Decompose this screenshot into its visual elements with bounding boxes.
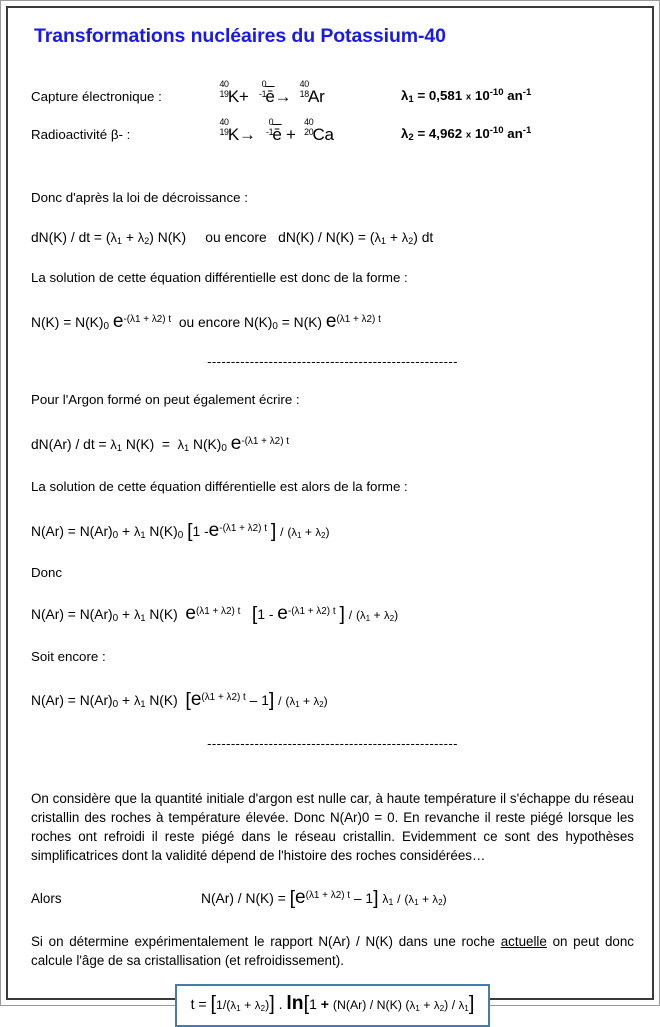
lambda-sum-group: $(\lambda_1 + \lambda_2)$ [226, 997, 270, 1013]
equals-sign: = [417, 126, 426, 142]
lambda-sum-group: $(\lambda_1 + \lambda_2)$ [404, 892, 447, 907]
dn-k: dN(K) [31, 229, 68, 245]
lambda2-name: $\lambda_2$ [401, 126, 414, 144]
right-bracket: ] [269, 992, 275, 1015]
electron-symbol: $\overline{ē}$ [265, 87, 275, 107]
conclusion-text-part1: Si on détermine expérimentalement le rapport N(Ar) / N(K) dans une roche [31, 933, 501, 949]
equals: = [93, 229, 102, 245]
slash: / [451, 997, 456, 1012]
reaction-row-beta-minus [31, 115, 634, 153]
plus: + [122, 693, 131, 709]
times-sign: x [465, 129, 472, 141]
idx: 1 [464, 1003, 469, 1013]
subscript-zero: 0 [272, 320, 278, 332]
idx: 2 [439, 1003, 445, 1013]
idx: 1 [116, 235, 122, 246]
argon-section [31, 391, 634, 751]
exponential-e: e [277, 603, 288, 625]
equals: = [198, 995, 207, 1012]
slash: / [369, 997, 374, 1012]
alors-equation [201, 885, 447, 912]
final-formula-wrapper [31, 984, 634, 1027]
equals: = [67, 607, 76, 623]
decay-law-section [31, 189, 634, 369]
dt: dt [421, 229, 434, 245]
one: 1 [257, 607, 265, 623]
n-ar: N(Ar) [336, 997, 367, 1012]
operator-plus: + [238, 87, 249, 107]
equals: = [98, 436, 107, 452]
time-variable: t [190, 995, 195, 1012]
section-divider-1: ----------------------------------------------------- [207, 354, 458, 370]
n-k: N(K) [245, 891, 274, 907]
equals: = [67, 523, 76, 539]
decay-constant-lambda1 [401, 87, 531, 105]
final-formula-box [175, 984, 491, 1027]
n-ar: N(Ar) [79, 523, 113, 539]
plus: + [122, 607, 131, 623]
dn-k: dN(K) [278, 229, 315, 245]
exponent-positive-lambda-t: (λ1 + λ2) t [195, 606, 241, 618]
n-k: N(K) [149, 607, 178, 623]
power-base: 10 [474, 126, 490, 142]
idx: 1 [295, 700, 300, 710]
page-title: Transformations nucléaires du Potassium-40 [34, 25, 446, 47]
idx: 1 [140, 529, 146, 540]
hypothesis-section [31, 789, 634, 1027]
mass-number: 40 [304, 116, 314, 127]
n-ar: N(Ar) [79, 607, 113, 623]
atomic-number: 20 [304, 127, 314, 138]
mass-number: 40 [299, 78, 309, 89]
operator-plus: + [286, 125, 296, 145]
hypothesis-paragraph: On considère que la quantité initiale d'argon est nulle car, à haute température il s'échappe du réseau cristallin des roches à température élevée. Donc N(Ar)0 = 0. En revanche il reste piégé lorsque les roches ont refroidi il reste piégé dans le réseau cristallin. Evidemment ce sont des hypothèses simplificatrices dont la validité dépend de l'histoire des roches considérées… [31, 790, 634, 864]
subscript-zero: 0 [103, 320, 109, 332]
lambda2-index: 2 [408, 132, 414, 144]
soit-encore-equation [31, 687, 634, 714]
minus: – [249, 693, 258, 709]
subscript-zero: 0 [221, 442, 227, 454]
atomic-number: 19 [219, 127, 229, 138]
n-ar: N(Ar) [31, 607, 64, 623]
n-k: N(K) [149, 523, 178, 539]
section-divider-2: ----------------------------------------------------- [207, 735, 458, 751]
idx: 1 [140, 699, 146, 710]
n-ar: N(Ar) [79, 693, 113, 709]
n-k: N(K) [157, 229, 187, 245]
lambda-sum-group: $(\lambda_1 + \lambda_2)$ [355, 608, 399, 624]
unit-exponent: -1 [522, 87, 532, 99]
idx: 1 [365, 614, 371, 624]
right-bracket: ] [268, 689, 275, 712]
slash: / [318, 229, 322, 245]
n-k: N(K) [31, 314, 60, 330]
nuclide-ar40 [291, 78, 309, 102]
n-k: N(K) [75, 314, 104, 330]
natural-log: ln [286, 992, 304, 1014]
element-symbol-k: K [227, 125, 239, 145]
left-bracket: [ [210, 992, 217, 1015]
times-sign: x [465, 91, 472, 103]
lambda1: $\lambda_1$ [177, 436, 190, 453]
left-bracket: [ [187, 519, 193, 542]
lambda1-name: $\lambda_1$ [401, 88, 414, 106]
slash: / [70, 229, 75, 245]
one: 1 [365, 891, 374, 907]
argon-differential-equation [31, 431, 634, 457]
right-bracket: ] [468, 992, 475, 1015]
decay-law-intro: Donc d'après la loi de décroissance : [31, 190, 248, 206]
power-base: 10 [474, 88, 490, 104]
lambda1: $\lambda_1$ [382, 892, 394, 908]
exponential-e: e [185, 603, 196, 625]
slash: / [397, 892, 401, 907]
lambda1: $\lambda_1$ [133, 607, 146, 624]
nuclide-k40 [211, 116, 229, 140]
idx: 2 [438, 897, 443, 907]
one: 1 [192, 523, 201, 539]
reaction-row-electron-capture [31, 77, 634, 115]
ratio-group: (N(Ar) / N(K) $(\lambda_1 + \lambda_2) / \lambda_1$ [332, 997, 469, 1013]
idx: 2 [260, 1003, 266, 1013]
idx: 1 [184, 442, 190, 453]
element-symbol-ar: Ar [308, 87, 325, 107]
alors-row [31, 885, 634, 912]
atomic-number: -1 [258, 89, 267, 100]
n-k: N(K) [149, 693, 178, 709]
equals-sign: = [417, 88, 426, 104]
exponent-negative-lambda-t: -(λ1 + λ2) t [241, 435, 290, 447]
atomic-number: -1 [266, 127, 274, 138]
left-bracket: [ [185, 689, 191, 712]
plus: + [122, 523, 131, 539]
decay-differential-equation [31, 229, 634, 248]
argon-intro: Pour l'Argon formé on peut également écrire : [31, 392, 300, 408]
right-bracket: ] [373, 887, 379, 910]
exponent-positive-lambda-t: (λ1 + λ2) t [305, 889, 351, 901]
potassium-solution-equation [31, 309, 634, 335]
exponent-negative-lambda-t: -(λ1 + λ2) t [219, 522, 267, 534]
one: 1 [261, 693, 269, 709]
slash: / [75, 436, 80, 452]
left-bracket: [ [251, 603, 258, 626]
exponent-positive-lambda-t: (λ1 + λ2) t [201, 692, 246, 704]
atomic-number: 18 [299, 89, 309, 100]
equals: = [67, 693, 76, 709]
dt: dt [83, 436, 95, 452]
idx: 2 [319, 700, 324, 710]
one: 1 [309, 995, 317, 1012]
conclusion-text-part2: on peut donc calcule l'âge de sa cristallisation (et refroidissement). [31, 933, 634, 968]
subscript-zero: 0 [112, 613, 119, 625]
idx: 1 [236, 1003, 241, 1013]
n-k: N(K) [293, 314, 323, 330]
reaction-label-electron-capture: Capture électronique : [31, 88, 162, 104]
lambda1: $\lambda_1$ [133, 523, 146, 540]
slash: / [280, 524, 284, 539]
exponential-e: e [112, 310, 124, 332]
mass-number: 40 [219, 116, 229, 127]
reaction-equation-beta-minus [211, 116, 401, 145]
subscript-zero: 0 [112, 529, 119, 541]
decay-constant-lambda2 [401, 125, 531, 143]
exponent-negative-lambda-t: -(λ1 + λ2) t [287, 606, 336, 618]
lambda-sum-group: $(\lambda_1 + \lambda_2)$ [285, 694, 328, 710]
n-ar: N(Ar) [31, 523, 64, 539]
idx: 1 [140, 613, 146, 624]
nuclide-electron [256, 116, 274, 140]
multiplication-dot: . [278, 995, 283, 1012]
subscript-zero: 0 [112, 699, 119, 711]
exponential-e: e [295, 887, 306, 909]
mass-number: 40 [219, 78, 229, 89]
donc-equation [31, 601, 634, 628]
minus: - [204, 523, 209, 539]
slash: / [278, 694, 282, 709]
lambda1: $\lambda_1$ [110, 436, 122, 453]
conclusion-paragraph [31, 932, 634, 970]
unit-exponent: -1 [522, 125, 532, 137]
nuclide-ca40 [296, 116, 314, 140]
slash: / [237, 891, 242, 907]
equals: = [161, 436, 170, 452]
nuclide-electron [249, 78, 267, 102]
minus: – [353, 891, 362, 907]
idx: 1 [380, 235, 386, 246]
slash: / [222, 997, 227, 1012]
idx: 1 [116, 442, 122, 453]
lambda1-value: 0,581 [428, 88, 463, 104]
equals: = [277, 891, 286, 907]
exponential-e: e [190, 689, 202, 711]
lambda2-value: 4,962 [428, 126, 463, 142]
exponential-e: e [208, 519, 220, 541]
plus: + [320, 995, 329, 1012]
arrow-icon: → [274, 87, 292, 107]
idx: 1 [388, 897, 394, 908]
argon-solution-equation [31, 518, 634, 545]
document-inner-frame [6, 6, 654, 1015]
exponent-negative-lambda-t: -(λ1 + λ2) t [123, 313, 172, 325]
document-content [8, 8, 652, 1015]
idx: 2 [389, 614, 395, 624]
idx: 2 [408, 235, 414, 246]
idx: 2 [321, 530, 326, 540]
lambda-sum-group: $(\lambda_1 + \lambda_2)$ [369, 229, 418, 246]
atomic-number: 19 [219, 89, 229, 100]
n-ar: N(Ar) [201, 891, 234, 907]
nuclear-reactions-block [31, 77, 634, 153]
subscript-zero: 0 [177, 529, 184, 541]
n-k: N(K) [193, 436, 222, 452]
idx: 1 [414, 897, 419, 907]
left-bracket: [ [303, 992, 310, 1015]
lambda-sum-group: $(\lambda_1 + \lambda_2)$ [105, 229, 154, 246]
nuclide-k40 [211, 78, 229, 102]
n-ar: N(Ar) [31, 693, 64, 709]
unit-an: an [507, 126, 523, 142]
lambda1-index: 1 [408, 94, 414, 106]
left-bracket: [ [289, 887, 296, 910]
n-k: N(K) [376, 997, 402, 1012]
idx: 2 [144, 235, 150, 246]
dt: dt [78, 229, 91, 245]
n-k: N(K) [244, 314, 273, 330]
equals: = [357, 229, 366, 245]
equals: = [63, 314, 72, 330]
slash: / [348, 608, 353, 623]
alors-label: Alors [31, 891, 62, 907]
n-k: N(K) [125, 436, 155, 452]
exponential-e: e [230, 432, 242, 454]
mass-number: 0 [261, 78, 267, 89]
lambda1: $\lambda_1$ [133, 693, 146, 710]
unit-an: an [507, 88, 523, 104]
mass-number: 0 [268, 116, 274, 127]
idx: 1 [415, 1003, 420, 1013]
donc-label: Donc [31, 565, 63, 581]
soit-encore-label: Soit encore : [31, 649, 106, 665]
element-symbol-ca: Ca [312, 125, 334, 145]
n-k: N(K) [325, 229, 355, 245]
electron-symbol: $\overline{ē}$ [272, 125, 282, 145]
minus: - [268, 607, 274, 623]
idx: 1 [297, 530, 302, 540]
reaction-label-beta-minus: Radioactivité β- : [31, 126, 131, 142]
arrow-icon: → [238, 125, 256, 145]
connector-ou-encore: ou encore [178, 314, 241, 330]
power-exponent: -10 [489, 125, 504, 137]
exponential-e: e [325, 310, 337, 332]
reaction-equation-electron-capture [211, 78, 401, 107]
power-exponent: -10 [489, 87, 504, 99]
connector-ou-encore: ou encore [205, 229, 267, 245]
one: 1 [216, 997, 223, 1012]
solution-intro: La solution de cette équation différentielle est donc de la forme : [31, 270, 408, 286]
dn-ar: dN(Ar) [31, 436, 72, 452]
argon-solution-intro: La solution de cette équation différentielle est alors de la forme : [31, 479, 408, 495]
right-bracket: ] [270, 519, 277, 542]
equals: = [281, 314, 290, 330]
element-symbol-k: K [227, 87, 239, 107]
conclusion-underlined-word: actuelle [500, 933, 547, 949]
lambda-sum-group: $(\lambda_1 + \lambda_2)$ [287, 524, 330, 540]
exponent-positive-lambda-t: (λ1 + λ2) t [336, 313, 381, 325]
right-bracket: ] [339, 603, 345, 626]
